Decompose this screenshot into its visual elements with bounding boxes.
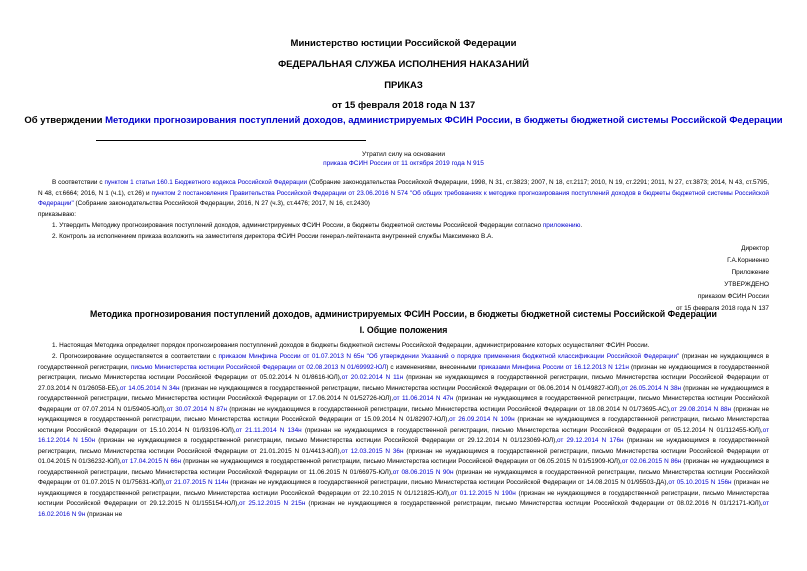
p2-text: (признан не нуждающимся в государственной регистрации, письмо Министерства юстиции Российской Федерации от 29.12.2015 N 01/155154-ЮЛ),: [38, 489, 769, 507]
p2-link[interactable]: от 08.06.2015 N 90н: [392, 468, 454, 476]
p2-link[interactable]: от 02.06.2015 N 86н: [621, 458, 682, 465]
doc-type: ПРИКАЗ: [384, 80, 423, 91]
p2-text: (признан не нуждающимся в государственной регистрации, письмо Министерства юстиции Российской Федерации от 08.02.2016 N 01/12171-ЮЛ),: [305, 500, 763, 507]
p2-text: (признан не нуждающимся в государственной регистрации, письмо Министерства юстиции Российской Федерации от 06.06.2014 N 01/49827-ЮЛ),: [179, 384, 622, 392]
cancel-note-line: Утратил силу на основании: [361, 151, 446, 158]
section-1-title: I. Общие положения: [359, 325, 448, 335]
preamble-text: (Собрание законодательства Российской Федерации, 1998, N 31, ст.3823; 2007, N 18, ст.2117; 2010, N 19, ст.2291; 2011, N 27, ст.3873; 2014, N 43, ст.5795, N 48, ст.6664; 2016, N 1 (ч.1), ст.26) и: [38, 179, 770, 197]
p2-text: (признан не нуждающимся в государственной регистрации, письмо Министерства юстиции Российской Федерации от 05.02.2014 N 01/8616-ЮЛ),: [38, 363, 770, 381]
approval-date: от 15 февраля 2018 года N 137: [676, 305, 769, 312]
p2-text: (признан не нуждающимся в государственной регистрации, письмо Министерства юстиции Российской Федерации от 27.03.2014 N 01/26058-ЕБ),: [38, 374, 769, 392]
p2-link[interactable]: от 26.09.2014 N 109н: [449, 416, 515, 423]
p2-link[interactable]: от 12.03.2015 N 36н: [341, 447, 404, 455]
p2-text: (признан не нуждающимся в государственной регистрации, письмо Министерства юстиции Российской Федерации от 15.10.2014 N 01/93196-ЮЛ),: [38, 416, 769, 434]
p2-text: ) с изменениями, внесенными: [386, 363, 479, 371]
order-word: приказываю:: [38, 211, 76, 218]
paragraph-2: [38, 352, 769, 520]
p2-link[interactable]: письмо Министерства юстиции Российской Федерации от 02.08.2013 N 01/69992-ЮЛ: [130, 363, 387, 371]
cancel-order-link[interactable]: приказа ФСИН России от 11 октября 2019 года N 915: [323, 160, 484, 167]
p2-link[interactable]: от 29.08.2014 N 88н: [670, 405, 732, 413]
p2-text: (признан не нуждающимся в государственной регистрации, письмо Министерства юстиции Российской Федерации от 14.08.2015 N 01/95503-ДА),: [228, 479, 669, 486]
item-1-text: 1. Утвердить Методику прогнозирования поступлений доходов, администрируемых ФСИН России, в бюджеты бюджетной системы Российской Федерации согласно: [52, 222, 543, 229]
government-decree-link[interactable]: пунктом 2 постановления Правительства Российской Федерации от 23.06.2016 N 574 "Об общих требованиях к методике прогнозирования поступлений доходов в бюджеты бюджетной системы Российской Федерации": [38, 189, 769, 207]
signature-block: [676, 243, 769, 315]
item-1-end: .: [580, 222, 583, 229]
method-title: Методика прогнозирования поступлений доходов, администрируемых ФСИН России, в бюджеты бюджетной системы Российской Федерации: [90, 309, 717, 319]
doc-title: [0, 115, 807, 126]
p2-text: (признан не нуждающимся в государственной регистрации, письмо Министерства юстиции Российской Федерации от 01.04.2015 N 01/36232-ЮЛ),: [38, 447, 769, 465]
p2-link[interactable]: от 14.05.2014 N 34н: [119, 384, 180, 392]
approval-approved: УТВЕРЖДЕНО: [724, 281, 769, 288]
service-name: ФЕДЕРАЛЬНАЯ СЛУЖБА ИСПОЛНЕНИЯ НАКАЗАНИЙ: [278, 59, 529, 70]
approval-appendix: Приложение: [731, 269, 769, 276]
p2-text: (признан не нуждающимся в государственной регистрации, письмо Министерства юстиции Российской Федерации от 21.01.2015 N 01/4413-ЮЛ),: [38, 437, 770, 455]
p2-link[interactable]: от 17.04.2015 N 66н: [121, 458, 182, 465]
p2-link[interactable]: от 20.02.2014 N 11н: [341, 374, 404, 381]
p2-link[interactable]: от 21.07.2015 N 114н: [165, 479, 229, 486]
preamble-text: (Собрание законодательства Российской Федерации, 2016, N 27 (ч.3), ст.4476; 2017, N 16, ст.2430): [73, 200, 370, 207]
p2-link[interactable]: от 01.12.2015 N 190н: [450, 489, 516, 497]
p2-text: (признан не нуждающимся в государственной регистрации, письмо Министерства юстиции Российской Федерации от 15.09.2014 N 01/82907-ЮЛ),: [38, 405, 770, 423]
paragraph-1: 1. Настоящая Методика определяет порядок прогнозирования поступлений доходов в бюджеты бюджетной системы Российской Федерации, администрирование которых осуществляет ФСИН России.: [52, 342, 650, 349]
p2-link[interactable]: от 25.12.2015 N 215н: [239, 500, 306, 507]
p2-link[interactable]: от 16.12.2014 N 150н: [38, 426, 770, 444]
p2-link[interactable]: от 29.12.2014 N 176н: [557, 437, 624, 444]
p2-text: 2. Прогнозирование осуществляется в соответствии с: [52, 353, 219, 360]
p2-text: (признан не нуждающимся в государственной регистрации, письмо Министерства юстиции Российской Федерации от 17.06.2014 N 01/52726-ЮЛ),: [38, 384, 770, 402]
p2-link[interactable]: приказом Минфина России от 01.07.2013 N 65н "Об утверждении Указаний о порядке применения бюджетной классификации Российской Федерации": [218, 353, 680, 360]
p2-link[interactable]: приказами Минфина России от 16.12.2013 N 121н: [478, 363, 629, 371]
p2-link[interactable]: от 30.07.2014 N 87н: [166, 405, 227, 413]
doc-date-number: от 15 февраля 2018 года N 137: [331, 100, 476, 111]
divider: [96, 140, 366, 141]
p2-text: (признан не нуждающимся в государственной регистрации, письмо Министерства юстиции Российской Федерации от 22.10.2015 N 01/121825-ЮЛ),: [38, 479, 770, 497]
item-1: [38, 221, 769, 232]
title-prefix: Об утверждении: [24, 115, 106, 126]
p2-link[interactable]: от 21.11.2014 N 134н: [235, 426, 302, 434]
p2-text: (признан не нуждающимся в государственной регистрации, письмо Министерства юстиции Российской Федерации от 06.05.2015 N 01/51909-ЮЛ),: [181, 458, 622, 465]
item-2: 2. Контроль за исполнением приказа возложить на заместителя директора ФСИН России генерал-лейтенанта внутренней службы Максименко В.А.: [52, 233, 494, 240]
p2-link[interactable]: от 16.02.2016 N 9н: [38, 500, 769, 518]
p2-text: (признан не нуждающимся в государственной регистрации, письмо Министерства юстиции Российской Федерации от 07.07.2014 N 01/59405-ЮЛ),: [38, 395, 769, 413]
appendix-link[interactable]: приложению: [542, 222, 581, 229]
signature-position: Директор: [741, 245, 769, 252]
preamble-text: В соответствии с: [52, 179, 105, 186]
approval-by-order: приказом ФСИН России: [697, 293, 769, 300]
p2-text: (признан не нуждающимся в государственной регистрации, письмо Министерства юстиции Российской Федерации от 18.08.2014 N 01/73695-АС),: [227, 405, 671, 413]
p2-text: (признан не нуждающимся в государственной регистрации,: [38, 353, 769, 371]
p2-text: (признан не нуждающимся в государственной регистрации, письмо Министерства юстиции Российской Федерации от 01.07.2015 N 01/75631-ЮЛ),: [38, 468, 770, 486]
p2-text: (признан не нуждающимся в государственной регистрации, письмо Министерства юстиции Российской Федерации от 29.12.2014 N 01/123069-ЮЛ),: [95, 437, 557, 444]
ministry-name: Министерство юстиции Российской Федерации: [290, 38, 517, 49]
budget-code-link[interactable]: пунктом 1 статьи 160.1 Бюджетного кодекса Российской Федерации: [104, 179, 308, 186]
p2-text: (признан не: [85, 510, 123, 518]
signature-name: Г.А.Корниенко: [727, 257, 769, 264]
p2-text: (признан не нуждающимся в государственной регистрации, письмо Министерства юстиции Российской Федерации от 11.06.2015 N 01/66975-ЮЛ),: [38, 458, 769, 476]
p2-link[interactable]: от 05.10.2015 N 156н: [668, 479, 732, 486]
p2-text: (признан не нуждающимся в государственной регистрации, письмо Министерства юстиции Российской Федерации от 05.12.2014 N 01/112455-ЮЛ),: [301, 426, 763, 434]
title-link[interactable]: Методики прогнозирования поступлений доходов, администрируемых ФСИН России, в бюджеты бюджетной системы Российской Федерации: [105, 115, 783, 126]
p2-link[interactable]: от 11.06.2014 N 47н: [393, 395, 454, 402]
cancel-note: [0, 160, 807, 167]
preamble: [38, 178, 769, 210]
p2-link[interactable]: от 26.05.2014 N 38н: [621, 384, 682, 392]
